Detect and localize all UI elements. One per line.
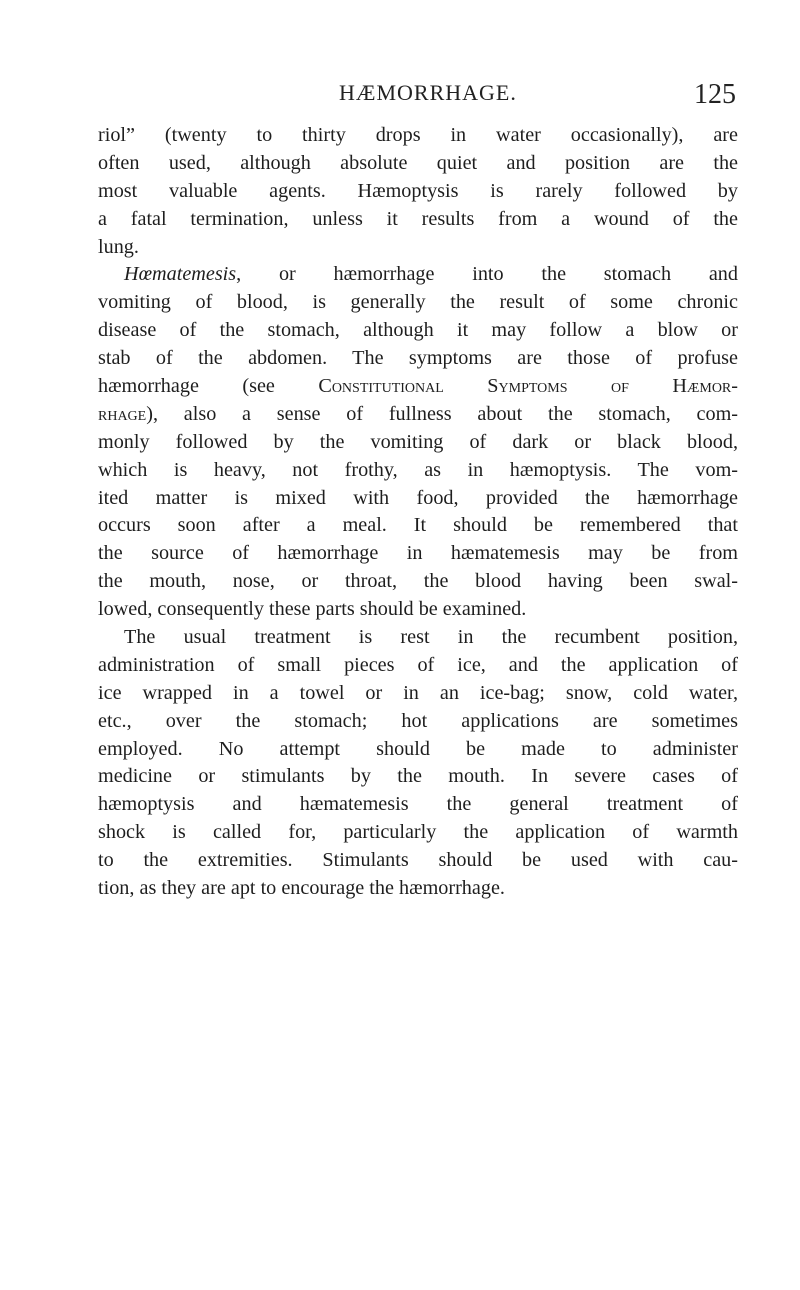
text-line: to the extremities. Stimulants should be used with cau- xyxy=(98,849,738,872)
text-line: administration of small pieces of ice, and the application of xyxy=(98,653,738,676)
text-line: which is heavy, not frothy, as in hæmoptysis. The vom- xyxy=(98,458,738,481)
smallcaps-reference: rhage xyxy=(98,402,147,425)
text-line: most valuable agents. Hæmoptysis is rarely followed by xyxy=(98,179,738,202)
text-line: lung. xyxy=(98,235,139,258)
text-line: shock is called for, particularly the application of warmth xyxy=(98,821,738,844)
text-line: vomiting of blood, is generally the result of some chronic xyxy=(98,291,738,314)
text-line: the mouth, nose, or throat, the blood having been swal- xyxy=(98,570,738,593)
text-line: stab of the abdomen. The symptoms are those of profuse xyxy=(98,347,738,370)
text-line: ited matter is mixed with food, provided the hæmorrhage xyxy=(98,486,738,509)
smallcaps-reference: Constitutional Symptoms of Hæmor- xyxy=(318,375,738,398)
text-line: often used, although absolute quiet and position are the xyxy=(98,151,738,174)
text-line: occurs soon after a meal. It should be remembered that xyxy=(98,514,738,537)
text-line: riol” (twenty to thirty drops in water occasionally), are xyxy=(98,124,738,146)
text-line: The usual treatment is rest in the recumbent position, xyxy=(124,626,738,649)
text-line: etc., over the stomach; hot applications are sometimes xyxy=(98,709,738,732)
text-line: disease of the stomach, although it may follow a blow or xyxy=(98,319,738,342)
body-text xyxy=(98,122,738,903)
text-line: employed. No attempt should be made to administer xyxy=(98,737,738,760)
text-line-smallcaps: hæmorrhage (see Constitutional Symptoms of Hæmor- xyxy=(98,375,738,398)
text-line: a fatal termination, unless it results from a wound of the xyxy=(98,207,738,230)
text-line: ice wrapped in a towel or in an ice-bag; snow, cold water, xyxy=(98,681,738,704)
text-line: tion, as they are apt to encourage the hæmorrhage. xyxy=(98,877,505,900)
text-line-smallcaps: rhage), also a sense of fullness about the stomach, com- xyxy=(98,402,738,425)
italic-term: Hœmatemesis xyxy=(124,263,237,286)
text-line: monly followed by the vomiting of dark or black blood, xyxy=(98,430,738,453)
text-line: hæmoptysis and hæmatemesis the general treatment of xyxy=(98,793,738,816)
text-line: the source of hæmorrhage in hæmatemesis may be from xyxy=(98,542,738,565)
running-title: HÆMORRHAGE. xyxy=(339,80,517,105)
page-number: 125 xyxy=(694,79,736,110)
text-line-italic-lead: Hœmatemesis, or hæmorrhage into the stomach and xyxy=(124,263,738,286)
text-line: medicine or stimulants by the mouth. In severe cases of xyxy=(98,765,738,788)
text-line: lowed, consequently these parts should be examined. xyxy=(98,598,527,621)
